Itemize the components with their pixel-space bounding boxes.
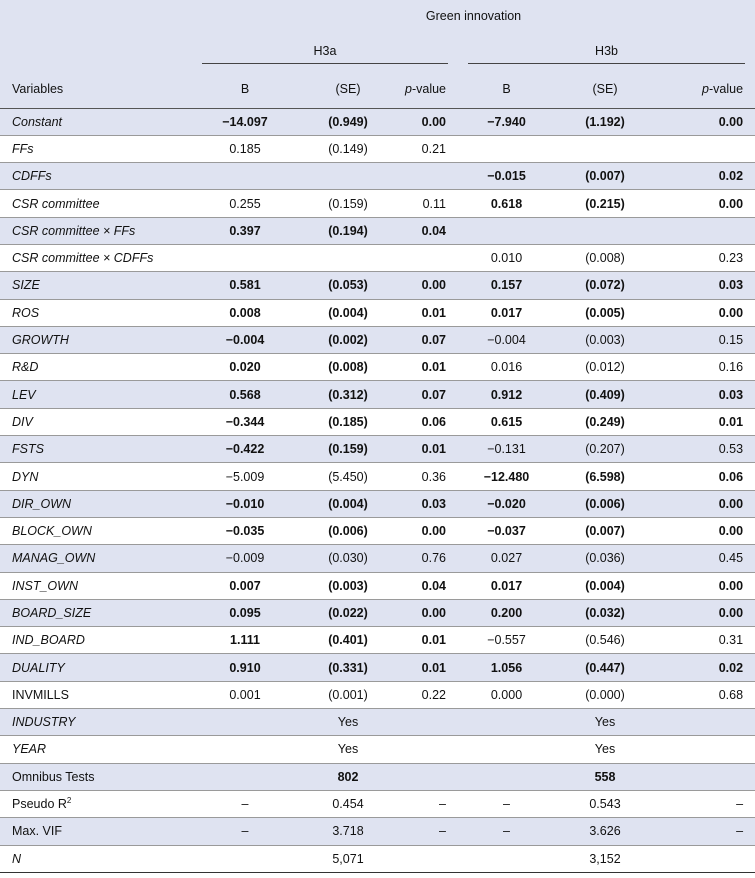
p-value-h3b	[655, 736, 755, 763]
b-value-h3b	[458, 845, 555, 872]
model-h3b-label: H3b	[595, 44, 618, 58]
variable-name: GROWTH	[0, 326, 192, 353]
se-value-h3a: (0.030)	[298, 545, 398, 572]
table-row	[0, 381, 755, 408]
se-value-h3a: (0.006)	[328, 524, 368, 539]
b-value-h3b	[458, 217, 555, 244]
b-value-h3b: −0.020	[458, 490, 555, 517]
se-value-h3b: (0.006)	[555, 490, 655, 517]
se-value-h3b: 3.626	[555, 818, 655, 845]
p-value-h3a: –	[439, 797, 446, 812]
table-row	[0, 627, 755, 654]
se-value-h3b: (0.207)	[555, 436, 655, 463]
table-title	[192, 0, 755, 32]
model-h3b-header	[458, 32, 755, 70]
p-value-h3a: 0.03	[398, 490, 458, 517]
se-value-h3b: 0.543	[589, 797, 621, 812]
b-value-h3b: −0.015	[458, 163, 555, 190]
se-value-h3a: (0.159)	[298, 436, 398, 463]
table-row	[0, 326, 755, 353]
se-value-h3a: 3.718	[298, 818, 398, 845]
p-value-h3b: 0.53	[655, 436, 755, 463]
variable-name: N	[12, 851, 22, 866]
se-value-h3b: (0.004)	[585, 578, 625, 593]
p-value-h3a: 0.01	[421, 360, 446, 375]
p-value-h3a: 0.00	[421, 524, 446, 539]
title-text: Green innovation	[425, 9, 522, 23]
p-value-h3b: 0.02	[655, 654, 755, 681]
se-value-h3a: (0.053)	[298, 272, 398, 299]
p-value-h3b	[655, 845, 755, 872]
se-value-h3b: (0.000)	[585, 687, 625, 702]
p-value-h3a	[398, 763, 458, 790]
se-value-h3a: 802	[298, 763, 398, 790]
p-value-h3b	[655, 709, 755, 736]
se-value-h3a: (5.450)	[328, 469, 368, 484]
se-value-h3b: (0.012)	[585, 360, 625, 375]
b-value-h3b	[458, 709, 555, 736]
se-value-h3a: (0.331)	[298, 654, 398, 681]
table-row	[0, 190, 755, 217]
p-value-h3a: 0.00	[398, 272, 458, 299]
p-value-h3a: 0.00	[398, 108, 458, 135]
b-value-h3a: 0.020	[229, 360, 261, 375]
b-value-h3b: 0.200	[458, 599, 555, 626]
header-title-row	[0, 0, 755, 32]
b-value-h3b	[458, 736, 555, 763]
variable-name: INVMILLS	[12, 687, 69, 702]
variable-name: IND_BOARD	[12, 633, 85, 648]
b-value-h3a: −0.009	[192, 545, 298, 572]
se-value-h3b: (0.003)	[555, 326, 655, 353]
se-value-h3a: Yes	[298, 709, 398, 736]
b-value-h3b: −0.004	[458, 326, 555, 353]
b-value-h3a: −0.344	[225, 414, 265, 429]
table-row	[0, 244, 755, 271]
b-value-h3a: 0.185	[229, 141, 261, 156]
table-body	[0, 108, 755, 872]
b-value-h3b: 0.016	[490, 360, 523, 375]
variable-name: DUALITY	[0, 654, 192, 681]
se-value-h3b	[555, 135, 655, 162]
p-value-h3a	[398, 709, 458, 736]
se-value-h3a: (0.194)	[298, 217, 398, 244]
b-value-h3b: 1.056	[458, 654, 555, 681]
b-value-h3b: 0.010	[490, 251, 523, 266]
se-value-h3b: (0.008)	[585, 251, 625, 266]
se-value-h3b: (0.007)	[585, 524, 625, 539]
variable-name: INST_OWN	[12, 578, 78, 593]
b-value-h3b	[458, 135, 555, 162]
p-value-h3a	[398, 163, 458, 190]
p-value-h3b	[655, 763, 755, 790]
se-value-h3b: (0.005)	[585, 305, 625, 320]
p-value-h3b: 0.03	[655, 272, 755, 299]
variable-name: CSR committee × CDFFs	[12, 251, 154, 266]
se-value-h3b: (0.032)	[555, 599, 655, 626]
table-row	[0, 517, 755, 544]
b-value-h3b: −7.940	[458, 108, 555, 135]
variable-name: Pseudo $R^2$	[12, 795, 72, 812]
table-row	[0, 736, 755, 763]
b-value-h3a: 0.008	[229, 305, 261, 320]
p-value-h3a: 0.06	[421, 414, 446, 429]
b-value-h3a: −5.009	[225, 469, 265, 484]
variable-name: CSR committee × FFs	[0, 217, 192, 244]
se-value-h3b: 3,152	[589, 851, 621, 866]
p-value-h3a: 0.76	[398, 545, 458, 572]
p-value-h3b: 0.68	[718, 687, 744, 702]
variable-name: FFs	[12, 141, 34, 156]
se-value-h3b: (0.215)	[585, 196, 625, 211]
table-row	[0, 818, 755, 845]
b-value-h3b: 0.017	[490, 305, 523, 320]
b-value-h3a: −0.010	[192, 490, 298, 517]
variable-name: DYN	[12, 469, 39, 484]
se-value-h3a: 5,071	[332, 851, 364, 866]
p-value-h3b: 0.00	[655, 599, 755, 626]
variable-name: Omnibus Tests	[0, 763, 192, 790]
col-p-h3a: p-value	[398, 70, 458, 108]
p-value-h3a: 0.21	[421, 141, 446, 156]
table-row	[0, 408, 755, 435]
table-row	[0, 299, 755, 326]
p-value-h3a: 0.07	[398, 381, 458, 408]
se-value-h3a: (0.022)	[298, 599, 398, 626]
se-value-h3a	[298, 163, 398, 190]
p-value-h3b: 0.00	[655, 108, 755, 135]
p-value-h3a: 0.01	[421, 633, 446, 648]
p-value-h3b	[655, 217, 755, 244]
b-value-h3a: 1.111	[230, 633, 260, 648]
table-row	[0, 135, 755, 162]
b-value-h3a: 0.568	[192, 381, 298, 408]
b-value-h3a: −0.422	[192, 436, 298, 463]
b-value-h3b: 0.157	[458, 272, 555, 299]
table-row	[0, 272, 755, 299]
variable-name: SIZE	[0, 272, 192, 299]
se-value-h3a: (0.008)	[328, 360, 368, 375]
p-value-h3a: 0.04	[398, 217, 458, 244]
p-value-h3a	[398, 244, 458, 271]
col-b-h3b: B	[458, 70, 555, 108]
table-row	[0, 436, 755, 463]
header-model-row	[0, 32, 755, 70]
p-value-h3a: 0.11	[422, 196, 446, 211]
p-value-h3a: 0.04	[421, 578, 446, 593]
table-row	[0, 490, 755, 517]
se-value-h3b: (0.249)	[585, 414, 625, 429]
se-value-h3a: (0.004)	[328, 305, 368, 320]
b-value-h3a: −0.035	[225, 524, 265, 539]
p-value-h3b	[655, 135, 755, 162]
p-value-h3b: 0.01	[718, 414, 744, 429]
model-h3a-header	[192, 32, 458, 70]
se-value-h3b: (0.409)	[555, 381, 655, 408]
se-value-h3a: (0.401)	[328, 633, 368, 648]
b-value-h3a	[192, 244, 298, 271]
b-value-h3b: −0.557	[487, 633, 526, 648]
se-value-h3a: (0.312)	[298, 381, 398, 408]
variable-name: LEV	[0, 381, 192, 408]
b-value-h3b: –	[458, 818, 555, 845]
p-value-h3b: –	[655, 818, 755, 845]
col-se-h3a: (SE)	[298, 70, 398, 108]
p-value-h3a: 0.07	[398, 326, 458, 353]
p-value-h3a: 0.36	[421, 469, 446, 484]
se-value-h3b: (0.546)	[585, 633, 625, 648]
variable-name: ROS	[12, 305, 40, 320]
se-value-h3b: (0.007)	[555, 163, 655, 190]
b-value-h3b: 0.000	[490, 687, 523, 702]
b-value-h3b: 0.912	[458, 381, 555, 408]
table-row	[0, 599, 755, 626]
p-value-h3a: 0.00	[398, 599, 458, 626]
se-value-h3a: (0.001)	[328, 687, 368, 702]
variable-name: Max. VIF	[0, 818, 192, 845]
p-value-h3a: –	[398, 818, 458, 845]
se-value-h3b: (6.598)	[585, 469, 625, 484]
variable-name: CSR committee	[12, 196, 100, 211]
p-value-h3b: 0.00	[655, 490, 755, 517]
table-row	[0, 163, 755, 190]
se-value-h3a: (0.159)	[328, 196, 368, 211]
b-value-h3b: –	[503, 797, 510, 812]
variables-header: Variables	[0, 70, 192, 108]
b-value-h3a: 0.910	[192, 654, 298, 681]
col-p-h3b: p-value	[655, 70, 755, 108]
table-row	[0, 709, 755, 736]
se-value-h3a: Yes	[337, 742, 359, 757]
p-value-h3b: 0.02	[655, 163, 755, 190]
se-value-h3a: (0.003)	[328, 578, 368, 593]
p-value-h3b: 0.45	[655, 545, 755, 572]
se-value-h3b: (0.447)	[555, 654, 655, 681]
p-value-h3b: 0.23	[718, 251, 744, 266]
table-row	[0, 217, 755, 244]
variable-name: DIV	[12, 414, 33, 429]
header-columns-row	[0, 70, 755, 108]
p-value-h3a	[398, 736, 458, 763]
b-value-h3a: 0.001	[229, 687, 261, 702]
b-value-h3a: 0.397	[192, 217, 298, 244]
se-value-h3b: 558	[555, 763, 655, 790]
b-value-h3a: –	[192, 818, 298, 845]
b-value-h3a: 0.095	[192, 599, 298, 626]
b-value-h3a: −14.097	[192, 108, 298, 135]
col-b-h3a: B	[192, 70, 298, 108]
se-value-h3b: (0.036)	[555, 545, 655, 572]
variable-name: INDUSTRY	[0, 709, 192, 736]
p-value-h3b: 0.00	[718, 305, 744, 320]
table-row	[0, 572, 755, 599]
variable-name: FSTS	[0, 436, 192, 463]
se-value-h3a: 0.454	[332, 797, 364, 812]
table-row	[0, 463, 755, 490]
table-row	[0, 654, 755, 681]
se-value-h3a	[298, 244, 398, 271]
table-row	[0, 354, 755, 381]
variable-name: CDFFs	[0, 163, 192, 190]
b-value-h3a: 0.255	[229, 196, 261, 211]
b-value-h3b: −0.037	[487, 524, 526, 539]
se-value-h3b: (1.192)	[555, 108, 655, 135]
table-row	[0, 681, 755, 708]
table-row	[0, 845, 755, 872]
se-value-h3a: (0.149)	[328, 141, 368, 156]
se-value-h3b: Yes	[555, 709, 655, 736]
variable-name: R&D	[12, 360, 39, 375]
table-row	[0, 763, 755, 790]
p-value-h3a	[398, 845, 458, 872]
b-value-h3a	[192, 845, 298, 872]
model-h3a-label: H3a	[313, 44, 337, 58]
b-value-h3a: 0.581	[192, 272, 298, 299]
b-value-h3b: 0.017	[490, 578, 523, 593]
p-value-h3b: 0.00	[718, 524, 744, 539]
table-row	[0, 790, 755, 817]
p-value-h3b: 0.00	[718, 196, 744, 211]
b-value-h3b	[458, 763, 555, 790]
b-value-h3b: −0.131	[458, 436, 555, 463]
b-value-h3a: –	[241, 797, 249, 812]
b-value-h3b: 0.027	[458, 545, 555, 572]
p-value-h3a: 0.22	[421, 687, 446, 702]
b-value-h3a	[192, 763, 298, 790]
variable-name: Constant	[0, 108, 192, 135]
b-value-h3a: −0.004	[192, 326, 298, 353]
p-value-h3b: 0.31	[718, 633, 744, 648]
b-value-h3a	[192, 709, 298, 736]
variable-name: BOARD_SIZE	[0, 599, 192, 626]
p-value-h3b: –	[736, 797, 744, 812]
variable-name: YEAR	[12, 742, 47, 757]
b-value-h3b: 0.618	[490, 196, 523, 211]
b-value-h3b: 0.615	[490, 414, 523, 429]
variable-name: DIR_OWN	[0, 490, 192, 517]
p-value-h3a: 0.01	[421, 305, 446, 320]
p-value-h3b: 0.15	[655, 326, 755, 353]
b-value-h3b: −12.480	[483, 469, 530, 484]
b-value-h3a: 0.007	[229, 578, 261, 593]
se-value-h3a: (0.949)	[298, 108, 398, 135]
p-value-h3b: 0.03	[655, 381, 755, 408]
p-value-h3a: 0.01	[398, 436, 458, 463]
se-value-h3b: Yes	[594, 742, 616, 757]
b-value-h3a	[192, 736, 298, 763]
b-value-h3a	[192, 163, 298, 190]
table-row	[0, 108, 755, 135]
se-value-h3b	[555, 217, 655, 244]
se-value-h3a: (0.185)	[328, 414, 368, 429]
p-value-h3b: 0.16	[718, 360, 744, 375]
variable-name: MANAG_OWN	[0, 545, 192, 572]
variable-name: BLOCK_OWN	[12, 524, 92, 539]
se-value-h3a: (0.002)	[298, 326, 398, 353]
table-row	[0, 545, 755, 572]
col-se-h3b: (SE)	[555, 70, 655, 108]
se-value-h3a: (0.004)	[298, 490, 398, 517]
p-value-h3a: 0.01	[398, 654, 458, 681]
se-value-h3b: (0.072)	[555, 272, 655, 299]
p-value-h3b: 0.00	[718, 578, 744, 593]
p-value-h3b: 0.06	[718, 469, 744, 484]
